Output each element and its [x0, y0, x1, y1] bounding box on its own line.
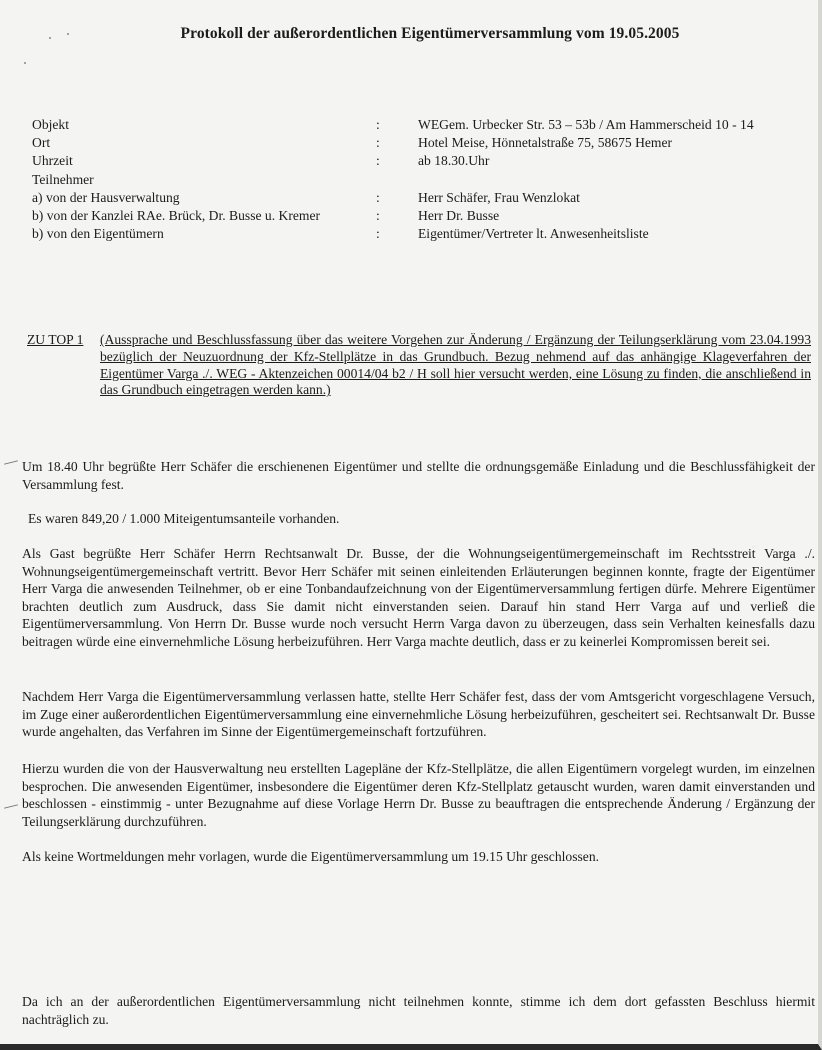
agenda-item-top1 [27, 332, 811, 399]
agenda-code: ZU TOP 1 [27, 332, 84, 347]
meta-value: ab 18.30.Uhr [418, 153, 490, 169]
paragraph-resolution: Hierzu wurden die von der Hausverwaltung neu erstellten Lagepläne der Kfz-Stellplätze, die allen Eigentümern vorgelegt wurden, im einzelnen besprochen. Die anwesenden Eigentümer, insbesondere die Eigentümer deren Kfz-Stellplatz getauscht wurden, waren damit einverstanden und beschlossen - einstimmig - unter Bezugnahme auf diese Vorlage Herrn Dr. Busse zu beauftragen die entsprechende Änderung / Ergänzung der Teilungserklärung durchzuführen. [22, 761, 815, 829]
meta-row-kanzlei [32, 207, 812, 225]
meta-value: Hotel Meise, Hönnetalstraße 75, 58675 Hemer [418, 135, 673, 151]
meta-block [32, 116, 812, 243]
meta-colon: : [376, 208, 380, 224]
agenda-description: (Aussprache und Beschlussfassung über das weitere Vorgehen zur Änderung / Ergänzung der Teilungserklärung vom 23.04.1993 bezüglich der Neuzuordnung der Kfz-Stellplätze in das Grundbuch. Bezug nehmend auf das anhängige Klageverfahren der Eigentümer Varga ./. WEG - Aktenzeichen 00014/04 b2 / H soll hier versucht werden, eine Lösung zu finden, die anschließend in das Grundbuch eingetragen werden kann.) [100, 332, 811, 398]
meta-row-hausverwaltung [32, 189, 812, 207]
meta-label: Objekt [32, 117, 69, 132]
meta-label: b) von der Kanzlei RAe. Brück, Dr. Busse u. Kremer [32, 208, 321, 224]
margin-mark [4, 804, 18, 808]
meta-value: Herr Dr. Busse [418, 208, 500, 224]
paragraph-guest: Als Gast begrüßte Herr Schäfer Herrn Rechtsanwalt Dr. Busse, der die Wohnungseigentümergemeinschaft im Rechtsstreit Varga ./. Wohnungseigentümergemeinschaft vertritt. Bevor Herr Schäfer mit seinen einleitenden Erläuterungen beginnen konnte, fragte der Eigentümer Herr Varga die anwesenden Teilnehmer, ob er eine Tonbandaufzeichnung von der Eigentümerversammlung fertigen dürfe. Mehrere Eigentümer brachten deutlich zum Ausdruck, dass Sie damit nicht einverstanden seien. Darauf hin stand Herr Varga auf und verließ die Eigentümerversammlung. Von Herrn Dr. Busse wurde noch versucht Herrn Varga davon zu überzeugen, dass sein Verhalten keinesfalls dazu beitragen würde eine einvernehmliche Lösung herbeizuführen. Herr Varga machte deutlich, dass er zu keinerlei Kompromissen bereit sei. [22, 546, 815, 649]
meta-row-ort [32, 134, 812, 152]
meta-label: Teilnehmer [32, 171, 94, 187]
paragraph-opening: Um 18.40 Uhr begrüßte Herr Schäfer die erschienenen Eigentümer und stellte die ordnungsgemäße Einladung und die Beschlussfähigkeit der Versammlung fest. [22, 459, 815, 492]
meta-row-uhrzeit [32, 152, 812, 170]
meta-value: WEGem. Urbecker Str. 53 – 53b / Am Hammerscheid 10 - 14 [418, 117, 754, 132]
meta-row-teilnehmer [32, 171, 812, 189]
document-title: Protokoll der außerordentlichen Eigentümerversammlung vom 19.05.2005 [180, 25, 680, 42]
meta-label: a) von der Hausverwaltung [32, 189, 180, 205]
margin-mark [4, 460, 18, 464]
paragraph-failure: Nachdem Herr Varga die Eigentümerversammlung verlassen hatte, stellte Herr Schäfer fest, dass der vom Amtsgericht vorgeschlagene Versuch, im Zuge einer außerordentlichen Eigentümerversammlung eine einvernehmliche Lösung herbeizuführen, gescheitert sei. Rechtsanwalt Dr. Busse wurde angehalten, das Verfahren im Sinne der Eigentümergemeinschaft fortzuführen. [22, 689, 815, 740]
paragraph-shares: Es waren 849,20 / 1.000 Miteigentumsanteile vorhanden. [28, 511, 340, 526]
meta-colon: : [376, 226, 380, 242]
meta-label: Ort [32, 135, 51, 151]
meta-label: b) von den Eigentümern [32, 226, 164, 242]
meta-colon: : [376, 117, 380, 132]
meta-value: Eigentümer/Vertreter lt. Anwesenheitsliste [418, 226, 649, 242]
paragraph-closing: Als keine Wortmeldungen mehr vorlagen, wurde die Eigentümerversammlung um 19.15 Uhr geschlossen. [22, 849, 600, 864]
meta-value: Herr Schäfer, Frau Wenzlokat [418, 189, 580, 205]
meta-colon: : [376, 189, 380, 205]
meta-row-eigentuemer [32, 225, 812, 243]
meta-label: Uhrzeit [32, 153, 73, 169]
meta-colon [376, 171, 418, 189]
meta-colon: : [376, 153, 380, 169]
meta-row-objekt [32, 116, 812, 134]
scan-speck [24, 62, 26, 64]
meta-colon: : [376, 135, 380, 151]
meta-value [418, 171, 812, 189]
paragraph-consent: Da ich an der außerordentlichen Eigentümerversammlung nicht teilnehmen konnte, stimme ich dem dort gefassten Beschluss hiermit nachträglich zu. [22, 994, 815, 1027]
